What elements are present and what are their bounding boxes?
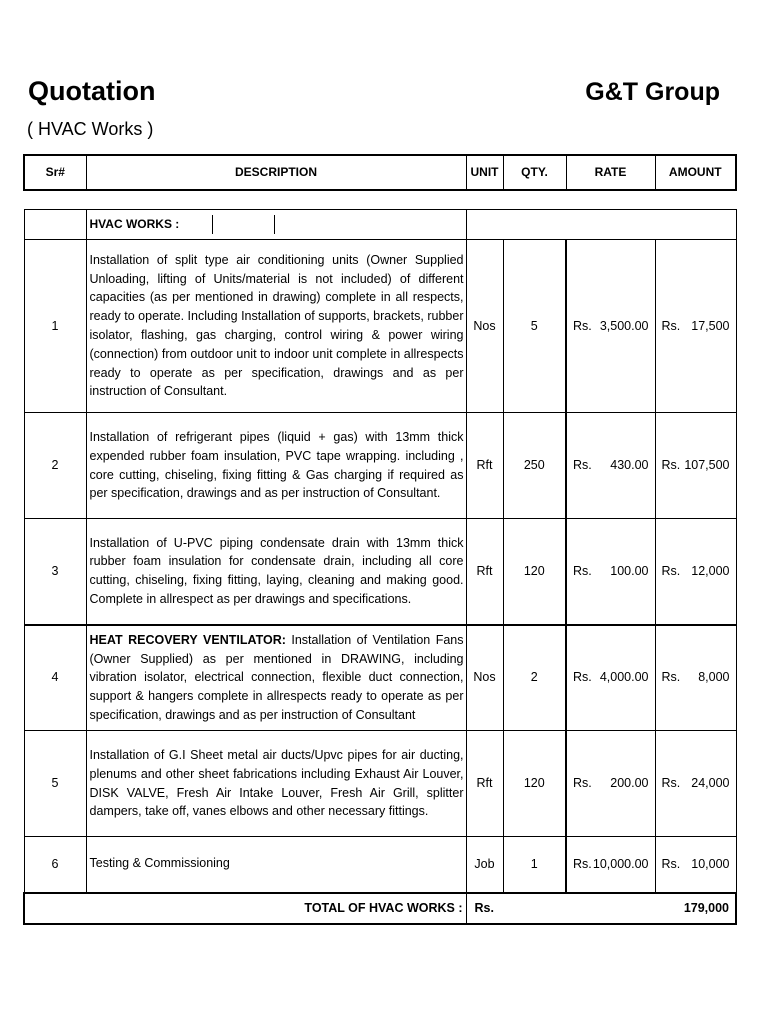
row-rate: [566, 837, 655, 893]
col-header-sr: Sr#: [24, 155, 86, 190]
section-title: HVAC WORKS :: [87, 215, 213, 234]
rate-currency: Rs.: [573, 318, 592, 333]
row-rate: [566, 625, 655, 731]
amount-currency: Rs.: [661, 563, 681, 578]
total-value: 179,000: [566, 893, 736, 924]
amount-currency: Rs.: [661, 856, 681, 871]
rate-value: 10,000.00: [592, 856, 649, 871]
amount-currency: Rs.: [661, 776, 681, 791]
row-rate: [566, 731, 655, 837]
row-description: Testing & Commissioning: [86, 837, 466, 893]
section-values-cell: [466, 210, 736, 240]
row-amount: [655, 519, 736, 625]
rate-value: 430.00: [610, 458, 649, 473]
amount-currency: Rs.: [661, 318, 681, 333]
row-unit: Job: [466, 837, 503, 893]
row-rate: [566, 240, 655, 413]
row-unit: Rft: [466, 519, 503, 625]
rate-value: 100.00: [610, 563, 649, 578]
table-row: [24, 625, 736, 731]
rate-value: 3,500.00: [599, 318, 649, 333]
table-row: [24, 837, 736, 893]
row-sr: 1: [24, 240, 86, 413]
rate-currency: Rs.: [573, 670, 592, 685]
row-description: Installation of U-PVC piping condensate drain with 13mm thick rubber foam insulation for condensate drain, including all core cutting, chiseling, fixing fitting, laying, cleaning and making good. Complete in allrespect as per drawings and specifications.: [86, 519, 466, 625]
amount-value: 8,000: [698, 670, 730, 685]
rate-value: 200.00: [610, 776, 649, 791]
company-name: G&T Group: [585, 78, 720, 106]
row-description: Installation of refrigerant pipes (liquid + gas) with 13mm thick expended rubber foam insulation, PVC tape wrapping. including , core cutting, chiseling, fixing fitting & Gas charging if required as per specification, drawings and as per instruction of Consultant.: [86, 413, 466, 519]
col-header-unit: UNIT: [466, 155, 503, 190]
amount-value: 24,000: [691, 776, 730, 791]
section-title-cell: [86, 210, 466, 240]
items-table: [23, 209, 737, 925]
row-description: [86, 625, 466, 731]
row-description-heading: HEAT RECOVERY VENTILATOR:: [89, 632, 286, 647]
row-rate: [566, 413, 655, 519]
table-row: [24, 519, 736, 625]
amount-currency: Rs.: [661, 458, 681, 473]
row-qty: 120: [503, 731, 566, 837]
row-sr: 2: [24, 413, 86, 519]
row-unit: Nos: [466, 625, 503, 731]
table-row: [24, 413, 736, 519]
rate-currency: Rs.: [573, 856, 592, 871]
table-row: [24, 731, 736, 837]
col-header-description: DESCRIPTION: [86, 155, 466, 190]
section-title-row: [24, 210, 736, 240]
col-header-rate: RATE: [566, 155, 655, 190]
row-sr: 4: [24, 625, 86, 731]
col-header-qty: QTY.: [503, 155, 566, 190]
table-row: [24, 240, 736, 413]
amount-value: 17,500: [691, 318, 730, 333]
rate-currency: Rs.: [573, 563, 592, 578]
total-row: [24, 893, 736, 924]
row-amount: [655, 625, 736, 731]
row-amount: [655, 413, 736, 519]
row-sr: 3: [24, 519, 86, 625]
column-header-row: [24, 155, 736, 190]
rate-currency: Rs.: [573, 776, 592, 791]
section-title-subcells: [87, 215, 466, 234]
amount-value: 12,000: [691, 563, 730, 578]
row-unit: Nos: [466, 240, 503, 413]
document-title: Quotation: [28, 76, 156, 106]
amount-value: 10,000: [691, 856, 730, 871]
row-amount: [655, 240, 736, 413]
row-sr: 6: [24, 837, 86, 893]
row-qty: 120: [503, 519, 566, 625]
row-description-text: Installation of Ventilation Fans (Owner Supplied) as per mentioned in DRAWING, including vibration isolator, electrical connection, flexible duct connection, support & hangers complete in allrespects ready to operate as per specification, drawings and as per instruction of Consultant: [89, 632, 464, 722]
row-amount: [655, 837, 736, 893]
column-header-table: [23, 154, 737, 191]
section-blank-cell: [213, 215, 275, 234]
row-description: Installation of split type air conditioning units (Owner Supplied Unloading, lifting of Units/material is not included) of different capacities (as per mentioned in drawing) complete in all respects, ready to operate. Including Installation of supports, brackets, rubber isolator, flashing, gas charging, control wiring & power wiring (connection) from outdoor unit to indoor unit complete in allrespects ready to operate as per specification, drawings and as per instruction of Consultant.: [86, 240, 466, 413]
total-label: TOTAL OF HVAC WORKS :: [24, 893, 466, 924]
col-header-amount: AMOUNT: [655, 155, 736, 190]
document-subtitle: ( HVAC Works ): [27, 119, 154, 139]
amount-currency: Rs.: [661, 670, 681, 685]
row-sr: 5: [24, 731, 86, 837]
row-qty: 250: [503, 413, 566, 519]
row-unit: Rft: [466, 731, 503, 837]
row-unit: Rft: [466, 413, 503, 519]
row-amount: [655, 731, 736, 837]
rate-currency: Rs.: [573, 458, 592, 473]
section-sr-cell: [24, 210, 86, 240]
row-qty: 1: [503, 837, 566, 893]
section-blank-cell: [275, 215, 466, 234]
amount-value: 107,500: [684, 458, 730, 473]
row-qty: 2: [503, 625, 566, 731]
total-currency: Rs.: [466, 893, 566, 924]
row-rate: [566, 519, 655, 625]
row-description: Installation of G.I Sheet metal air ducts/Upvc pipes for air ducting, plenums and other sheet fabrications including Exhaust Air Louver, DISK VALVE, Fresh Air Intake Louver, Fresh Air Grill, splitter dampers, take off, vanes elbows and other necessary fittings.: [86, 731, 466, 837]
rate-value: 4,000.00: [599, 670, 649, 685]
row-qty: 5: [503, 240, 566, 413]
